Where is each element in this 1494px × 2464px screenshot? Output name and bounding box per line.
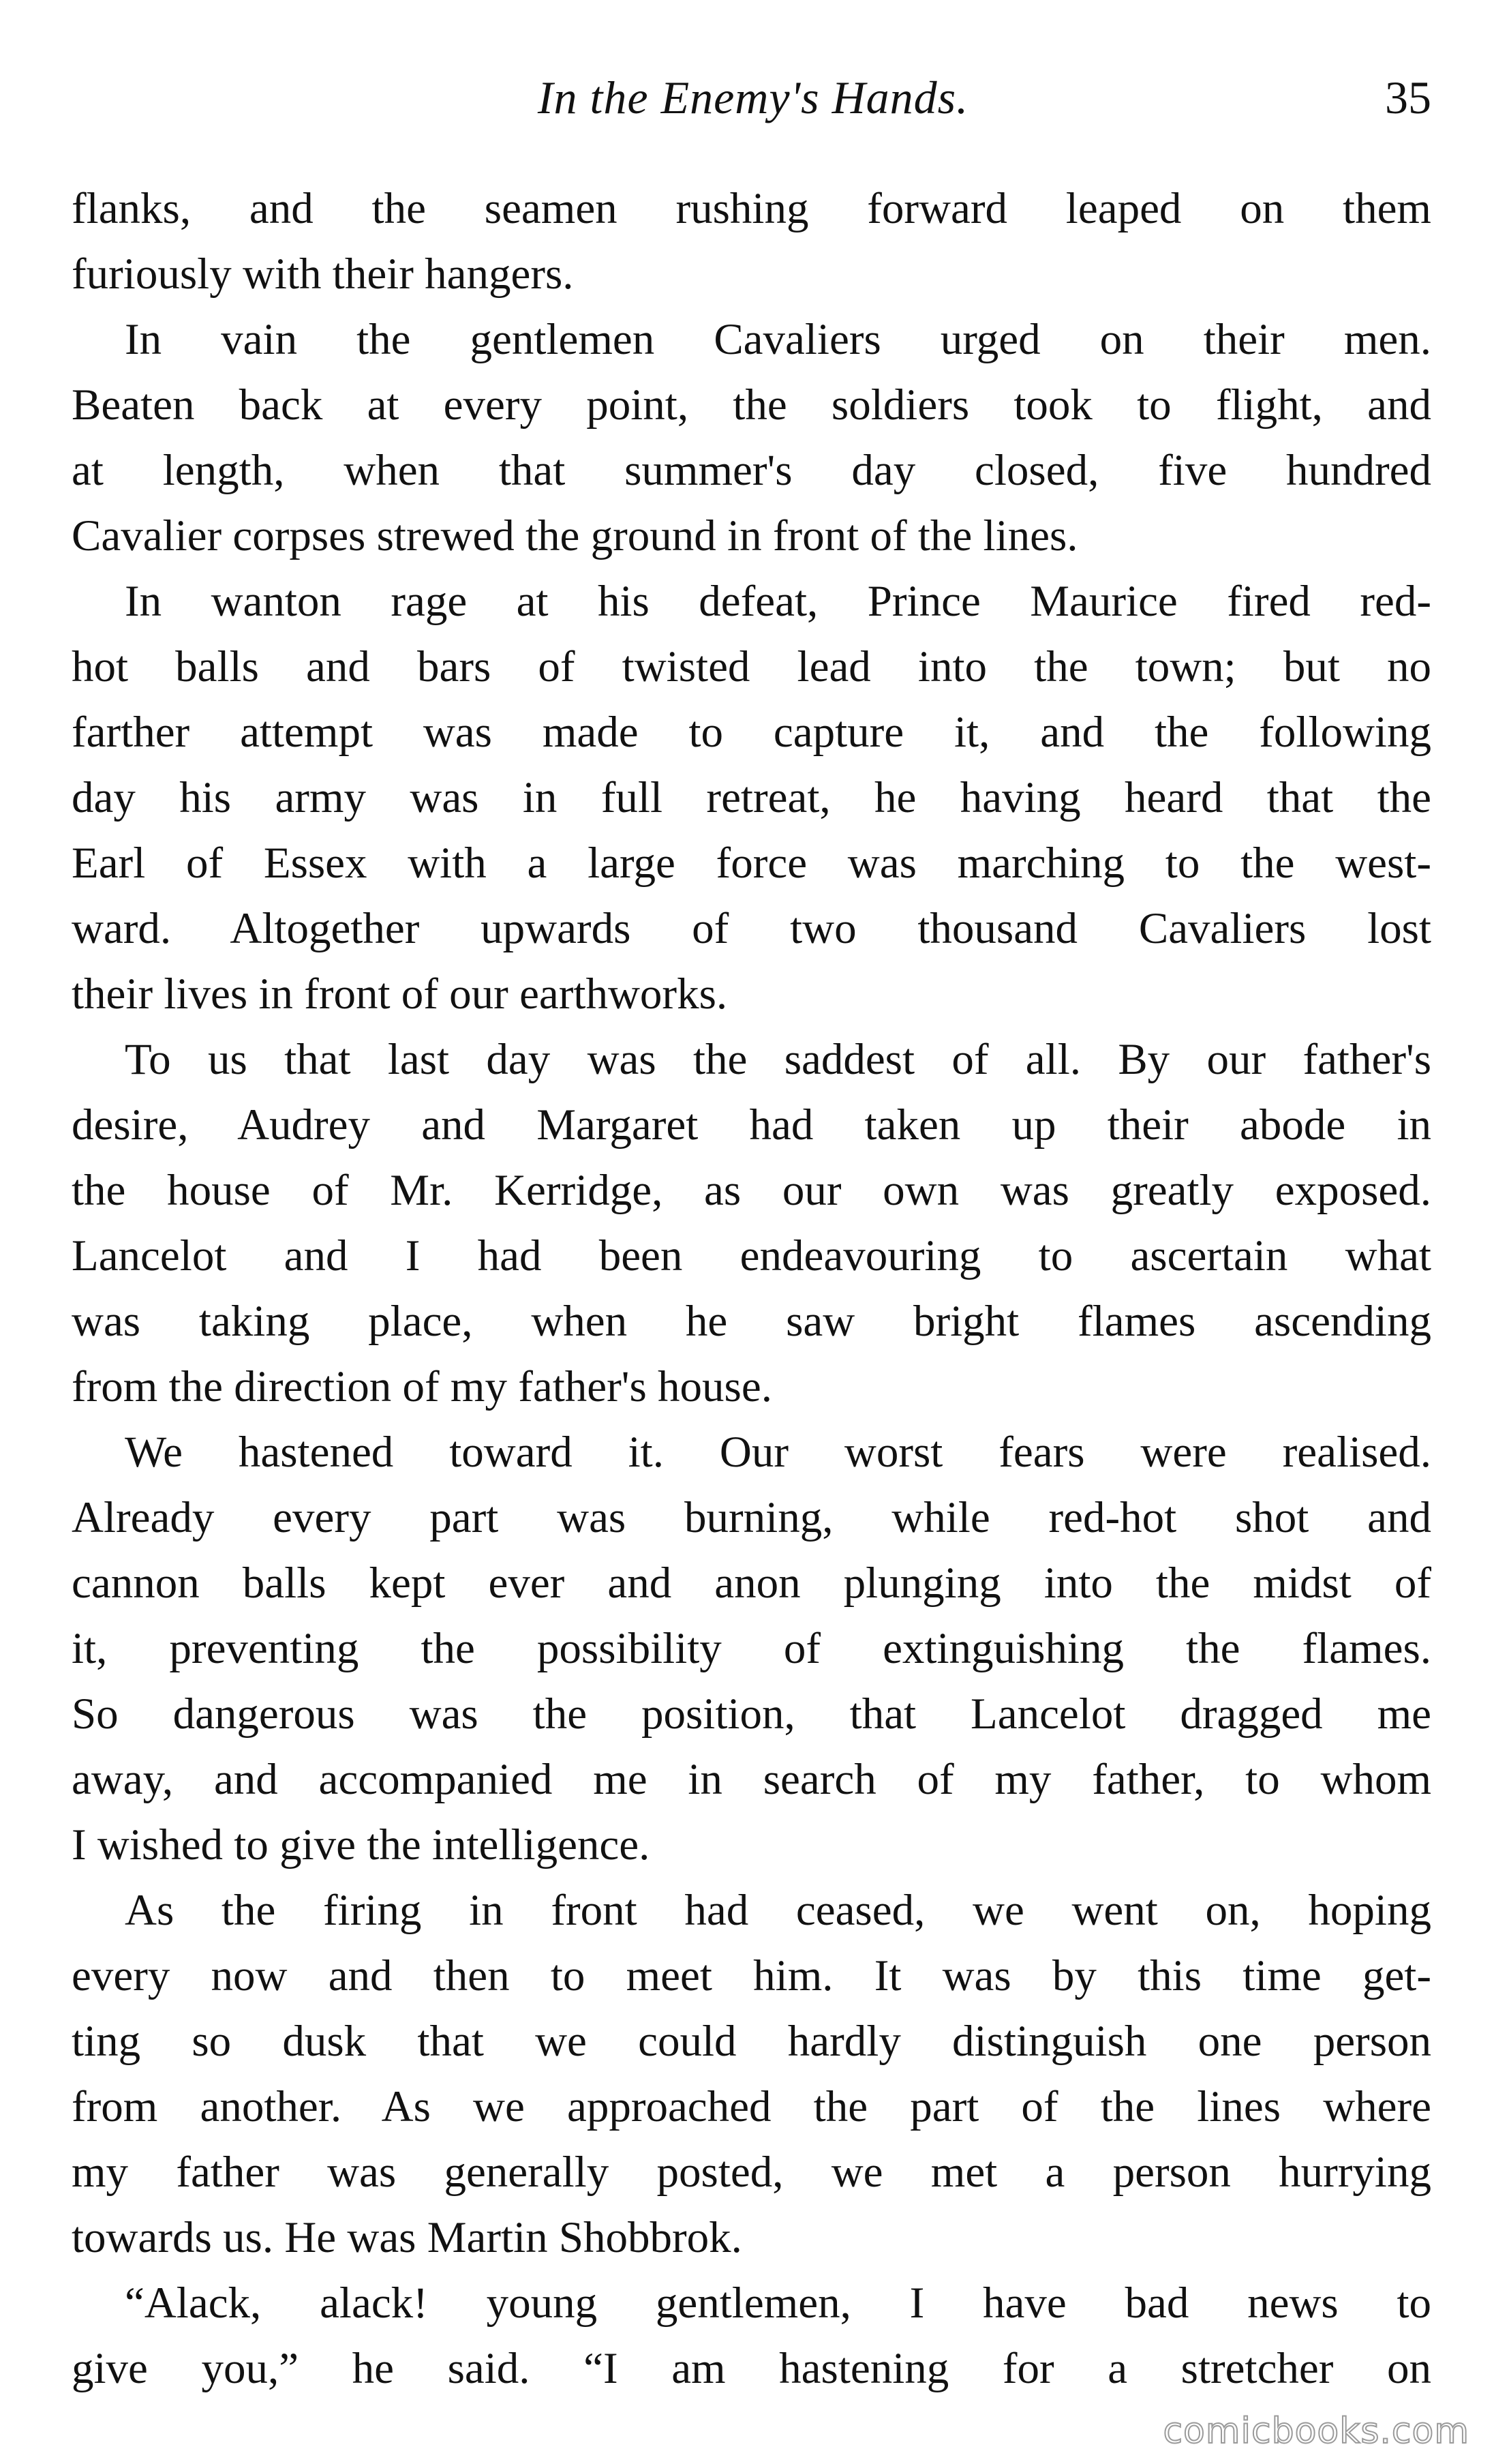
text-line: “Alack, alack! young gentlemen, I have bad news to: [125, 2279, 1431, 2328]
text-line: furiously with their hangers.: [72, 250, 574, 299]
running-title: In the Enemy's Hands.: [537, 72, 969, 123]
text-line: Beaten back at every point, the soldiers took to flight, and: [72, 380, 1431, 430]
text-line: So dangerous was the position, that Lancelot dragged me: [72, 1689, 1431, 1739]
text-line: In wanton rage at his defeat, Prince Maurice fired red-: [125, 577, 1431, 626]
text-line: Cavalier corpses strewed the ground in front of the lines.: [72, 511, 1078, 560]
text-line: my father was generally posted, we met a person hurrying: [72, 2148, 1431, 2197]
text-line: Lancelot and I had been endeavouring to ascertain what: [72, 1231, 1431, 1280]
text-line: was taking place, when he saw bright flames ascending: [72, 1297, 1431, 1346]
text-line: As the firing in front had ceased, we went on, hoping: [125, 1886, 1431, 1935]
text-line: away, and accompanied me in search of my father, to whom: [72, 1755, 1431, 1804]
text-line: Earl of Essex with a large force was marching to the west-: [72, 839, 1431, 888]
text-line: day his army was in full retreat, he having heard that the: [72, 773, 1431, 822]
text-line: towards us. He was Martin Shobbrok.: [72, 2213, 742, 2262]
text-line: hot balls and bars of twisted lead into the town; but no: [72, 642, 1431, 691]
text-line: give you,” he said. “I am hastening for a stretcher on: [72, 2344, 1431, 2393]
watermark: comicbooks.com: [1163, 2411, 1469, 2452]
text-line: from another. As we approached the part of the lines where: [72, 2082, 1431, 2131]
text-line: it, preventing the possibility of extinguishing the flames.: [72, 1624, 1431, 1673]
text-line: ting so dusk that we could hardly distinguish one person: [72, 2017, 1431, 2066]
text-line: I wished to give the intelligence.: [72, 1820, 650, 1869]
running-header: [75, 60, 1431, 135]
text-line: Already every part was burning, while red-hot shot and: [72, 1493, 1431, 1542]
text-line: ward. Altogether upwards of two thousand Cavaliers lost: [72, 904, 1431, 953]
text-line: at length, when that summer's day closed, five hundred: [72, 446, 1431, 495]
text-line: cannon balls kept ever and anon plunging into the midst of: [72, 1559, 1431, 1608]
text-line: every now and then to meet him. It was by this time get-: [72, 1951, 1431, 2000]
page-number: 35: [1385, 72, 1431, 123]
text-line: We hastened toward it. Our worst fears were realised.: [125, 1428, 1431, 1477]
text-line: the house of Mr. Kerridge, as our own was greatly exposed.: [72, 1166, 1431, 1215]
text-line: To us that last day was the saddest of all. By our father's: [125, 1035, 1431, 1084]
text-line: desire, Audrey and Margaret had taken up their abode in: [72, 1100, 1431, 1150]
body-text: [72, 176, 1431, 2401]
text-line: from the direction of my father's house.: [72, 1362, 772, 1411]
text-line: In vain the gentlemen Cavaliers urged on their men.: [125, 315, 1431, 364]
text-line: their lives in front of our earthworks.: [72, 970, 728, 1019]
text-line: farther attempt was made to capture it, and the following: [72, 708, 1431, 757]
text-line: flanks, and the seamen rushing forward leaped on them: [72, 184, 1431, 233]
